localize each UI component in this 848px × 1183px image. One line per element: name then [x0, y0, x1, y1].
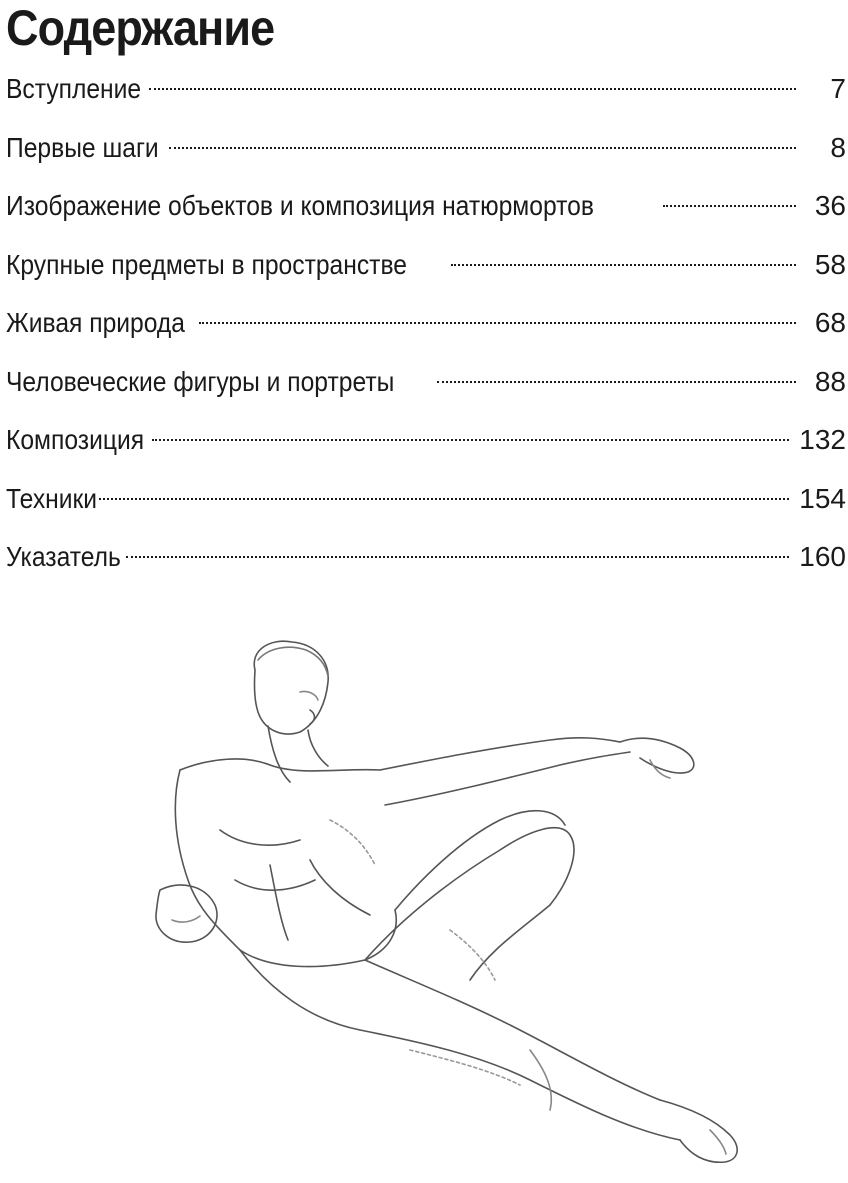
toc-entry-page: 8	[830, 131, 846, 163]
toc-entry-label: Живая природа	[6, 307, 185, 338]
dot-leader	[152, 439, 789, 441]
toc-entry[interactable]	[6, 528, 846, 587]
toc-entry-label: Человеческие фигуры и портреты	[6, 365, 395, 397]
toc-entry-label: Композиция	[6, 424, 145, 455]
toc-entry-page: 68	[814, 307, 846, 338]
toc-entry-page: 160	[799, 541, 846, 572]
page-title: Содержание	[6, 0, 275, 56]
dot-leader	[199, 322, 796, 324]
reclining-figure-sketch-icon	[150, 630, 760, 1180]
toc-entry-page: 36	[814, 190, 846, 221]
toc-entry[interactable]	[6, 294, 846, 353]
toc-entry-page: 7	[830, 73, 846, 104]
toc-entry-label: Изображение объектов и композиция натюрмортов	[6, 190, 594, 221]
toc-entry[interactable]	[6, 470, 846, 529]
toc-entry[interactable]	[6, 119, 846, 178]
dot-leader	[169, 147, 796, 149]
toc-entry-label: Вступление	[6, 73, 142, 104]
toc-entry[interactable]	[6, 60, 846, 119]
toc-entry-label: Первые шаги	[6, 131, 159, 163]
toc-entry-page: 154	[799, 482, 846, 514]
toc-entry-page: 132	[799, 424, 846, 455]
toc-entry-label: Крупные предметы в пространстве	[6, 248, 407, 280]
table-of-contents	[6, 60, 846, 587]
toc-entry-label: Указатель	[6, 541, 121, 572]
dot-leader	[149, 88, 796, 90]
toc-entry[interactable]	[6, 236, 846, 295]
toc-entry[interactable]	[6, 353, 846, 412]
toc-entry-label: Техники	[6, 482, 98, 514]
dot-leader	[663, 205, 796, 207]
dot-leader	[126, 556, 790, 558]
toc-entry[interactable]	[6, 177, 846, 236]
toc-entry-page: 58	[814, 248, 846, 280]
toc-entry[interactable]	[6, 411, 846, 470]
dot-leader	[99, 498, 790, 500]
dot-leader	[451, 264, 796, 266]
dot-leader	[437, 381, 797, 383]
toc-entry-page: 88	[814, 365, 846, 397]
